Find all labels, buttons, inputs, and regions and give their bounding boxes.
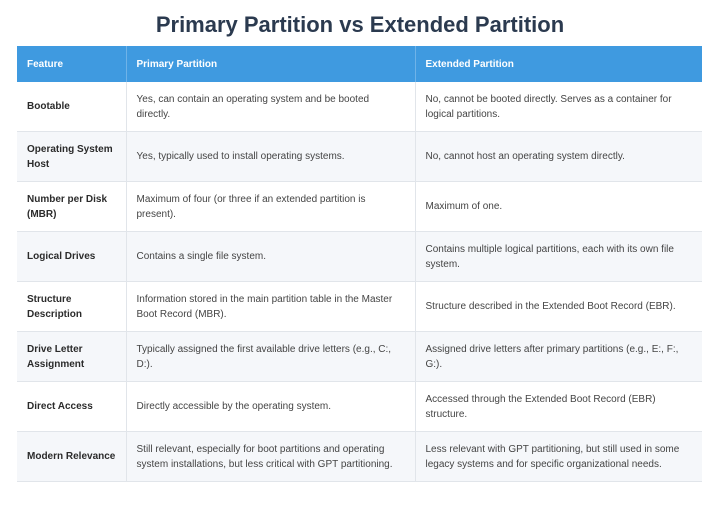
- primary-cell: Yes, can contain an operating system and be booted directly.: [126, 82, 415, 132]
- feature-cell: Structure Description: [17, 282, 126, 332]
- feature-cell: Modern Relevance: [17, 432, 126, 482]
- feature-cell: Direct Access: [17, 382, 126, 432]
- extended-cell: Accessed through the Extended Boot Record (EBR) structure.: [415, 382, 702, 432]
- primary-cell: Directly accessible by the operating system.: [126, 382, 415, 432]
- extended-cell: Less relevant with GPT partitioning, but still used in some legacy systems and for specific organizational needs.: [415, 432, 702, 482]
- extended-cell: No, cannot be booted directly. Serves as a container for logical partitions.: [415, 82, 702, 132]
- table-row: [17, 232, 702, 282]
- table-row: [17, 382, 702, 432]
- page-title: Primary Partition vs Extended Partition: [155, 12, 565, 37]
- header-primary-partition: Primary Partition: [126, 46, 415, 82]
- feature-cell: Logical Drives: [17, 232, 126, 282]
- primary-cell: Contains a single file system.: [126, 232, 415, 282]
- table-row: [17, 132, 702, 182]
- header-extended-partition: Extended Partition: [415, 46, 702, 82]
- header-feature: Feature: [17, 46, 126, 82]
- feature-cell: Drive Letter Assignment: [17, 332, 126, 382]
- feature-cell: Number per Disk (MBR): [17, 182, 126, 232]
- feature-cell: Bootable: [17, 82, 126, 132]
- extended-cell: Structure described in the Extended Boot Record (EBR).: [415, 282, 702, 332]
- extended-cell: No, cannot host an operating system directly.: [415, 132, 702, 182]
- table-row: [17, 82, 702, 132]
- extended-cell: Contains multiple logical partitions, each with its own file system.: [415, 232, 702, 282]
- table-row: [17, 332, 702, 382]
- primary-cell: Yes, typically used to install operating systems.: [126, 132, 415, 182]
- primary-cell: Still relevant, especially for boot partitions and operating system installations, but less critical with GPT partitioning.: [126, 432, 415, 482]
- table-row: [17, 182, 702, 232]
- table-header-row: [17, 46, 702, 82]
- extended-cell: Maximum of one.: [415, 182, 702, 232]
- extended-cell: Assigned drive letters after primary partitions (e.g., E:, F:, G:).: [415, 332, 702, 382]
- primary-cell: Information stored in the main partition table in the Master Boot Record (MBR).: [126, 282, 415, 332]
- table-row: [17, 432, 702, 482]
- primary-cell: Typically assigned the first available drive letters (e.g., C:, D:).: [126, 332, 415, 382]
- table-row: [17, 282, 702, 332]
- primary-cell: Maximum of four (or three if an extended partition is present).: [126, 182, 415, 232]
- comparison-table: [17, 46, 702, 482]
- feature-cell: Operating System Host: [17, 132, 126, 182]
